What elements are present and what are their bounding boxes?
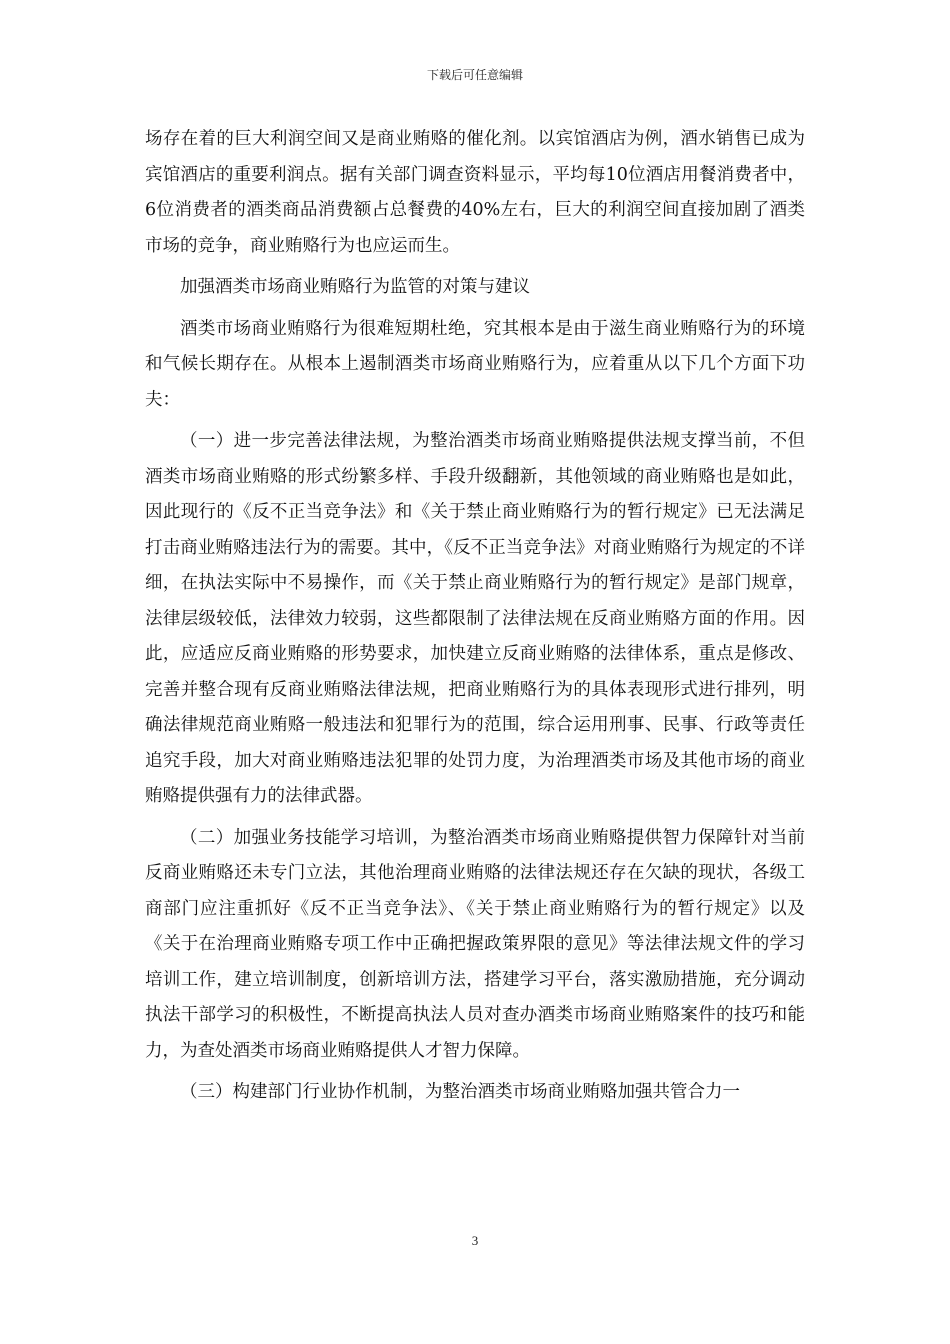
page-header: 下载后可任意编辑	[426, 68, 523, 82]
paragraph-3: 酒类市场商业贿赂行为很难短期杜绝，究其根本是由于滋生商业贿赂行为的环境和气候长期存在。从根本上遏制酒类市场商业贿赂行为，应着重从以下几个方面下功夫：	[145, 318, 805, 410]
paragraph-4: （一）进一步完善法律法规，为整治酒类市场商业贿赂提供法规支撑当前，不但酒类市场商业贿赂的形式纷繁多样、手段升级翻新，其他领域的商业贿赂也是如此，因此现行的《反不正当竞争法》和《关于禁止商业贿赂行为的暂行规定》已无法满足打击商业贿赂违法行为的需要。其中，《反不正当竞争法》对商业贿赂行为规定的不详细，在执法实际中不易操作，而《关于禁止商业贿赂行为的暂行规定》是部门规章，法律层级较低，法律效力较弱，这些都限制了法律法规在反商业贿赂方面的作用。因此，应适应反商业贿赂的形势要求，加快建立反商业贿赂的法律体系，重点是修改、完善并整合现有反商业贿赂法律法规，把商业贿赂行为的具体表现形式进行排列，明确法律规范商业贿赂一般违法和犯罪行为的范围，综合运用刑事、民事、行政等责任追究手段，加大对商业贿赂违法犯罪的处罚力度，为治理酒类市场及其他市场的商业贿赂提供强有力的法律武器。	[145, 431, 805, 806]
paragraph-6: （三）构建部门行业协作机制，为整治酒类市场商业贿赂加强共管合力一	[180, 1082, 740, 1102]
paragraph-5: （二）加强业务技能学习培训，为整治酒类市场商业贿赂提供智力保障针对当前反商业贿赂还未专门立法，其他治理商业贿赂的法律法规还存在欠缺的现状，各级工商部门应注重抓好《反不正当竞争法》、《关于禁止商业贿赂行为的暂行规定》以及《关于在治理商业贿赂专项工作中正确把握政策界限的意见》等法律法规文件的学习培训工作，建立培训制度，创新培训方法，搭建学习平台，落实激励措施，充分调动执法干部学习的积极性，不断提高执法人员对查办酒类市场商业贿赂案件的技巧和能力，为查处酒类市场商业贿赂提供人才智力保障。	[145, 827, 805, 1061]
page-number: 3	[471, 1233, 479, 1248]
paragraph-1: 场存在着的巨大利润空间又是商业贿赂的催化剂。以宾馆酒店为例，酒水销售已成为宾馆酒店的重要利润点。据有关部门调查资料显示，平均每10位酒店用餐消费者中，6位消费者的酒类商品消费额占总餐费的40%左右，巨大的利润空间直接加剧了酒类市场的竞争，商业贿赂行为也应运而生。	[145, 129, 805, 256]
document-body	[145, 122, 805, 1117]
section-heading: 加强酒类市场商业贿赂行为监管的对策与建议	[180, 277, 530, 297]
